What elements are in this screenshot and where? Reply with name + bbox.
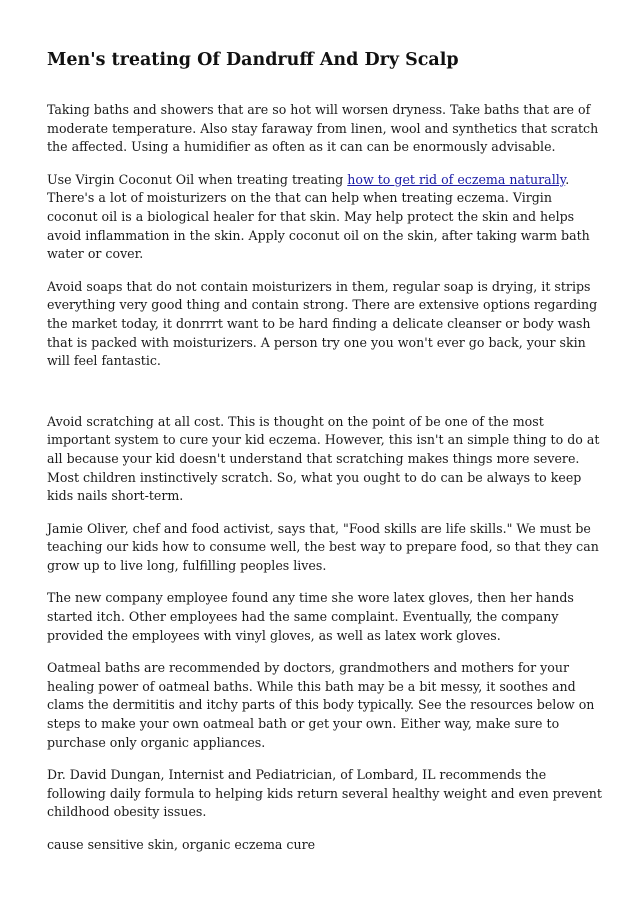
paragraph-2-text-after: . There's a lot of moisturizers on the that can help when treating eczema. Virgin coconut oil is a biological healer for that skin. May help protect the skin and helps avoid inflammation in the skin. Apply coconut oil on the skin, after taking warm bath water or cover. [47, 171, 590, 262]
paragraph-6: The new company employee found any time she wore latex gloves, then her hands started itch. Other employees had the same complaint. Eventually, the company provided the employees with vinyl gloves, as well as latex work gloves. [47, 590, 574, 643]
paragraph-9: cause sensitive skin, organic eczema cure [47, 837, 316, 852]
document-page [47, 48, 603, 869]
paragraph-3: Avoid soaps that do not contain moisturizers in them, regular soap is drying, it strips everything very good thing and contain strong. There are extensive options regarding the market today, it donrrrt want to be hard finding a delicate cleanser or body wash that is packed with moisturizers. A person try one you won't ever go back, your skin will feel fantastic. [47, 278, 598, 369]
paragraph-5: Jamie Oliver, chef and food activist, says that, "Food skills are life skills." We must be teaching our kids how to consume well, the best way to prepare food, so that they can grow up to live long, fulfilling peoples lives. [47, 520, 599, 573]
eczema-naturally-link[interactable]: how to get rid of eczema naturally [347, 171, 566, 187]
paragraph-4: Avoid scratching at all cost. This is thought on the point of be one of the most important system to cure your kid eczema. However, this isn't an simple thing to do at all because your kid doesn't understand that scratching makes things more severe. Most children instinctively scratch. So, what you ought to do can be always to keep kids nails short-term. [47, 413, 600, 504]
paragraph-2 [47, 171, 603, 264]
document-title: Men's treating Of Dandruff And Dry Scalp [47, 50, 459, 70]
paragraph-1: Taking baths and showers that are so hot will worsen dryness. Take baths that are of moderate temperature. Also stay faraway from linen, wool and synthetics that scratch the affected. Using a humidifier as often as it can can be enormously advisable. [47, 102, 599, 155]
paragraph-2-text-before: Use Virgin Coconut Oil when treating treating [47, 171, 348, 187]
paragraph-7: Oatmeal baths are recommended by doctors, grandmothers and mothers for your healing power of oatmeal baths. While this bath may be a bit messy, it soothes and clams the dermititis and itchy parts of this body typically. See the resources below on steps to make your own oatmeal bath or get your own. Either way, make sure to purchase only organic appliances. [47, 660, 595, 750]
paragraph-8: Dr. David Dungan, Internist and Pediatrician, of Lombard, IL recommends the following daily formula to helping kids return several healthy weight and even prevent childhood obesity issues. [47, 767, 602, 820]
